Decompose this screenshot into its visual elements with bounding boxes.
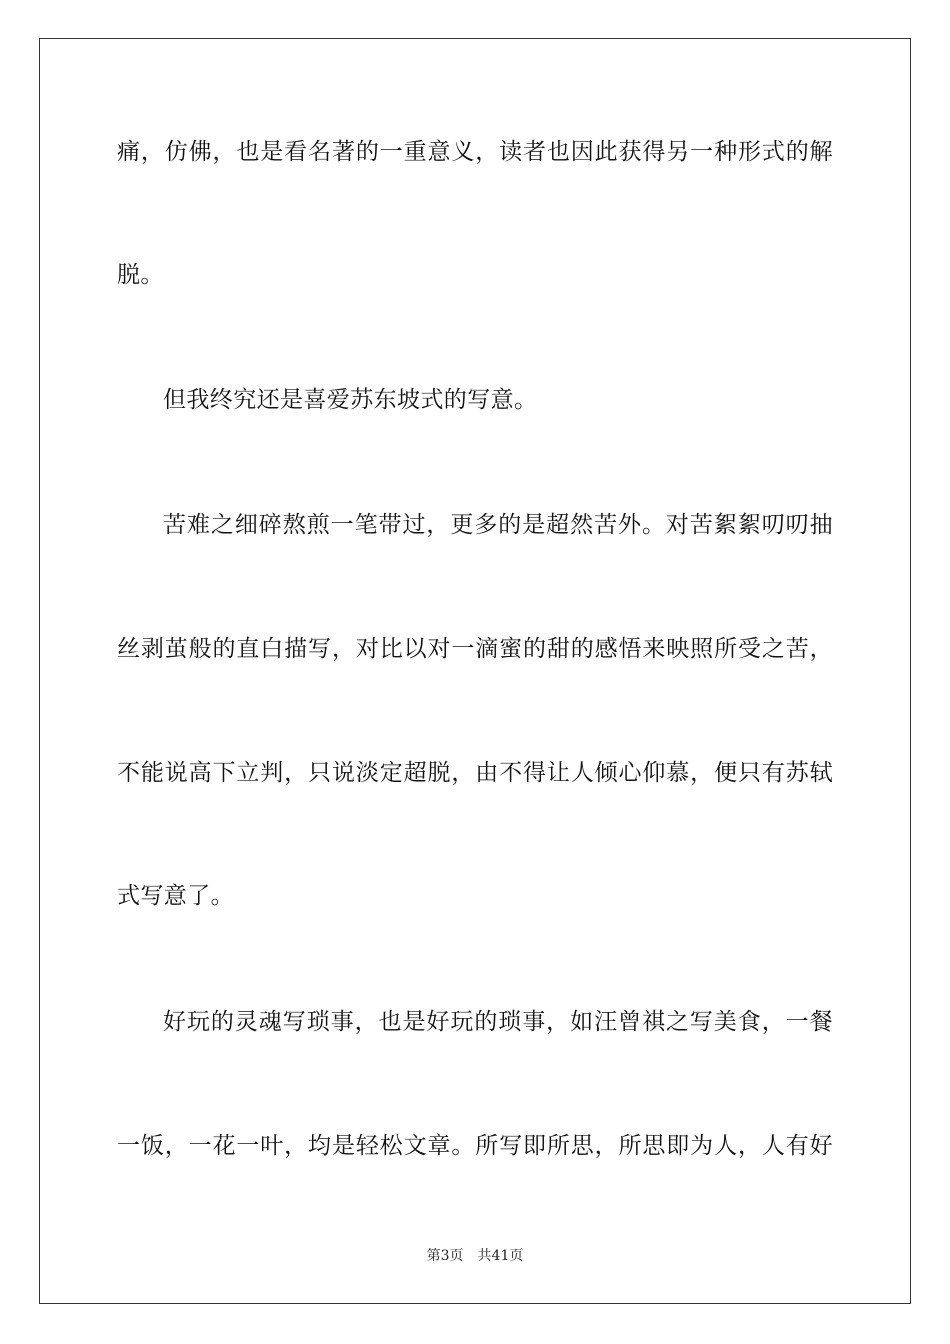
text-line: 一饭，一花一叶，均是轻松文章。所写即所思，所思即为人，人有好 xyxy=(117,1133,833,1159)
paragraph-first-line: 苦难之细碎熬煎一笔带过，更多的是超然苦外。对苦絮絮叨叨抽 xyxy=(163,512,833,538)
page-number: 第3页 xyxy=(426,1248,464,1264)
text-line: 式写意了。 xyxy=(117,883,234,909)
text-line: 痛，仿佛，也是看名著的一重意义，读者也因此获得另一种形式的解 xyxy=(117,139,833,165)
paragraph-first-line: 但我终究还是喜爱苏东坡式的写意。 xyxy=(163,387,538,413)
paragraph-first-line: 好玩的灵魂写琐事，也是好玩的琐事，如汪曾祺之写美食，一餐 xyxy=(163,1009,833,1035)
text-line: 不能说高下立判，只说淡定超脱，由不得让人倾心仰慕，便只有苏轼 xyxy=(117,760,833,786)
page-total: 共41页 xyxy=(477,1248,524,1264)
text-line: 丝剥茧般的直白描写，对比以对一滴蜜的甜的感悟来映照所受之苦， xyxy=(117,636,833,662)
page-border xyxy=(39,38,911,1304)
text-line: 脱。 xyxy=(117,262,164,288)
page-footer xyxy=(0,1247,950,1265)
